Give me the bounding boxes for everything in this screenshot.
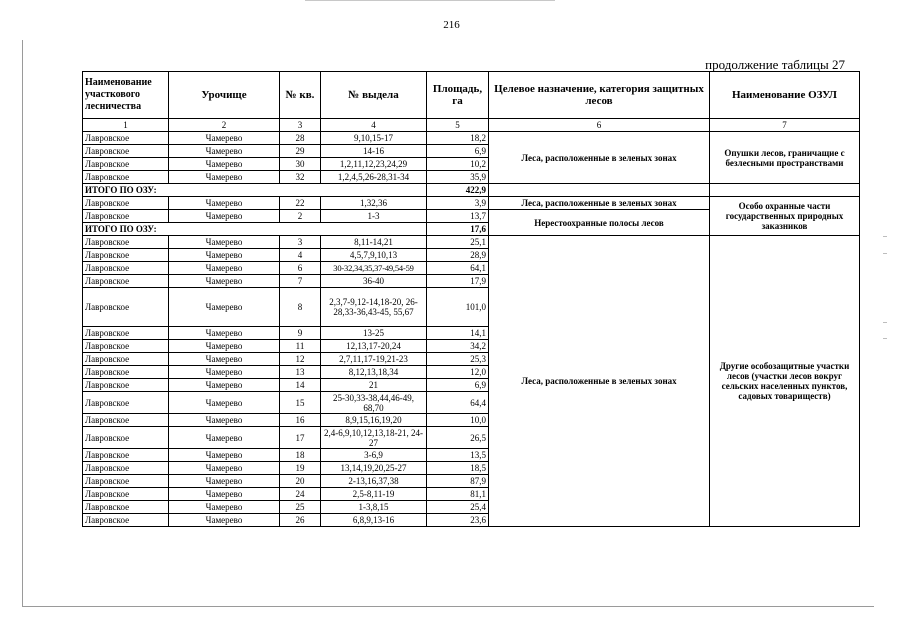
cell-area: 26,5 — [427, 427, 489, 449]
cell-tract: Чамерево — [169, 340, 280, 353]
margin-mark — [883, 236, 887, 237]
header-quarter: № кв. — [280, 72, 321, 119]
cell-allotment: 3-6,9 — [321, 449, 427, 462]
cell-area: 17,9 — [427, 275, 489, 288]
cell-purpose: Леса, расположенные в зеленых зонах — [489, 236, 710, 527]
cell-forestry: Лавровское — [83, 145, 169, 158]
cell-tract: Чамерево — [169, 171, 280, 184]
column-number: 4 — [321, 119, 427, 132]
cell-tract: Чамерево — [169, 327, 280, 340]
header-area: Площадь, га — [427, 72, 489, 119]
header-row — [83, 72, 860, 119]
cell-quarter: 8 — [280, 288, 321, 327]
cell-allotment: 2,7,11,17-19,21-23 — [321, 353, 427, 366]
cell-quarter: 25 — [280, 501, 321, 514]
cell-forestry: Лавровское — [83, 488, 169, 501]
cell-tract: Чамерево — [169, 132, 280, 145]
bottom-page-border — [22, 606, 874, 607]
cell-area: 35,9 — [427, 171, 489, 184]
cell-tract: Чамерево — [169, 427, 280, 449]
total-area: 17,6 — [427, 223, 489, 236]
cell-area: 25,1 — [427, 236, 489, 249]
cell-quarter: 9 — [280, 327, 321, 340]
cell-allotment: 13,14,19,20,25-27 — [321, 462, 427, 475]
header-tract: Урочище — [169, 72, 280, 119]
cell-forestry: Лавровское — [83, 414, 169, 427]
cell-forestry: Лавровское — [83, 353, 169, 366]
cell-tract: Чамерево — [169, 414, 280, 427]
cell-quarter: 18 — [280, 449, 321, 462]
cell-quarter: 20 — [280, 475, 321, 488]
cell-forestry: Лавровское — [83, 197, 169, 210]
cell-allotment: 2,5-8,11-19 — [321, 488, 427, 501]
cell-quarter: 7 — [280, 275, 321, 288]
cell-area: 13,5 — [427, 449, 489, 462]
cell-allotment: 36-40 — [321, 275, 427, 288]
cell-forestry: Лавровское — [83, 514, 169, 527]
cell-area: 12,0 — [427, 366, 489, 379]
cell-tract: Чамерево — [169, 449, 280, 462]
cell-allotment: 8,9,15,16,19,20 — [321, 414, 427, 427]
total-row — [83, 184, 860, 197]
cell-tract: Чамерево — [169, 275, 280, 288]
cell-allotment: 1-3 — [321, 210, 427, 223]
column-number: 7 — [710, 119, 860, 132]
cell-allotment: 8,11-14,21 — [321, 236, 427, 249]
cell-allotment: 6,8,9,13-16 — [321, 514, 427, 527]
cell-quarter: 11 — [280, 340, 321, 353]
cell-allotment: 1,32,36 — [321, 197, 427, 210]
cell-quarter: 32 — [280, 171, 321, 184]
cell-forestry: Лавровское — [83, 392, 169, 414]
cell-purpose: Леса, расположенные в зеленых зонах — [489, 132, 710, 184]
cell-forestry: Лавровское — [83, 288, 169, 327]
cell-forestry: Лавровское — [83, 366, 169, 379]
cell-quarter: 17 — [280, 427, 321, 449]
cell-area: 87,9 — [427, 475, 489, 488]
cell-forestry: Лавровское — [83, 501, 169, 514]
cell-allotment: 14-16 — [321, 145, 427, 158]
cell-forestry: Лавровское — [83, 236, 169, 249]
cell-area: 64,1 — [427, 262, 489, 275]
cell-tract: Чамерево — [169, 262, 280, 275]
cell-forestry: Лавровское — [83, 249, 169, 262]
forest-table — [82, 71, 860, 527]
cell-purpose: Леса, расположенные в зеленых зонах — [489, 197, 710, 210]
cell-quarter: 14 — [280, 379, 321, 392]
empty-cell — [710, 184, 860, 197]
cell-quarter: 15 — [280, 392, 321, 414]
cell-allotment: 2,3,7-9,12-14,18-20, 26-28,33-36,43-45, 55,67 — [321, 288, 427, 327]
cell-allotment: 25-30,33-38,44,46-49, 68,70 — [321, 392, 427, 414]
cell-forestry: Лавровское — [83, 262, 169, 275]
cell-tract: Чамерево — [169, 514, 280, 527]
cell-forestry: Лавровское — [83, 427, 169, 449]
table-row — [83, 236, 860, 249]
cell-quarter: 3 — [280, 236, 321, 249]
cell-tract: Чамерево — [169, 197, 280, 210]
cell-area: 6,9 — [427, 145, 489, 158]
cell-quarter: 16 — [280, 414, 321, 427]
margin-mark — [883, 338, 887, 339]
column-number-row — [83, 119, 860, 132]
cell-allotment: 21 — [321, 379, 427, 392]
cell-allotment: 2-13,16,37,38 — [321, 475, 427, 488]
total-label: ИТОГО ПО ОЗУ: — [83, 223, 427, 236]
cell-allotment: 4,5,7,9,10,13 — [321, 249, 427, 262]
total-area: 422,9 — [427, 184, 489, 197]
cell-tract: Чамерево — [169, 145, 280, 158]
cell-area: 64,4 — [427, 392, 489, 414]
table-row — [83, 132, 860, 145]
cell-forestry: Лавровское — [83, 210, 169, 223]
cell-tract: Чамерево — [169, 210, 280, 223]
cell-allotment: 9,10,15-17 — [321, 132, 427, 145]
cell-allotment: 1,2,4,5,26-28,31-34 — [321, 171, 427, 184]
page-number: 216 — [443, 19, 460, 31]
cell-quarter: 6 — [280, 262, 321, 275]
cell-allotment: 1-3,8,15 — [321, 501, 427, 514]
cell-tract: Чамерево — [169, 462, 280, 475]
cell-area: 101,0 — [427, 288, 489, 327]
cell-forestry: Лавровское — [83, 158, 169, 171]
cell-allotment: 1,2,11,12,23,24,29 — [321, 158, 427, 171]
cell-tract: Чамерево — [169, 236, 280, 249]
cell-quarter: 19 — [280, 462, 321, 475]
cell-ozul: Опушки лесов, граничащие с безлесными пространствами — [710, 132, 860, 184]
cell-area: 10,0 — [427, 414, 489, 427]
cell-allotment: 12,13,17-20,24 — [321, 340, 427, 353]
table-caption: продолжение таблицы 27 — [705, 57, 845, 72]
cell-area: 18,2 — [427, 132, 489, 145]
cell-area: 14,1 — [427, 327, 489, 340]
cell-area: 25,4 — [427, 501, 489, 514]
cell-tract: Чамерево — [169, 475, 280, 488]
cell-tract: Чамерево — [169, 158, 280, 171]
cell-tract: Чамерево — [169, 392, 280, 414]
cell-quarter: 26 — [280, 514, 321, 527]
cell-allotment: 2,4-6,9,10,12,13,18-21, 24-27 — [321, 427, 427, 449]
cell-forestry: Лавровское — [83, 275, 169, 288]
header-forestry: Наименование участкового лесничества — [83, 72, 169, 119]
column-number: 6 — [489, 119, 710, 132]
cell-quarter: 22 — [280, 197, 321, 210]
cell-quarter: 30 — [280, 158, 321, 171]
header-ozul: Наименование ОЗУЛ — [710, 72, 860, 119]
cell-quarter: 24 — [280, 488, 321, 501]
column-number: 3 — [280, 119, 321, 132]
cell-area: 13,7 — [427, 210, 489, 223]
cell-forestry: Лавровское — [83, 449, 169, 462]
cell-tract: Чамерево — [169, 379, 280, 392]
cell-tract: Чамерево — [169, 353, 280, 366]
cell-area: 3,9 — [427, 197, 489, 210]
cell-forestry: Лавровское — [83, 132, 169, 145]
cell-forestry: Лавровское — [83, 462, 169, 475]
left-page-border — [22, 40, 23, 606]
cell-ozul: Другие особозащитные участки лесов (участки лесов вокруг сельских населенных пунктов, садовых товариществ) — [710, 236, 860, 527]
cell-area: 25,3 — [427, 353, 489, 366]
cell-area: 34,2 — [427, 340, 489, 353]
cell-area: 23,6 — [427, 514, 489, 527]
cell-tract: Чамерево — [169, 501, 280, 514]
margin-mark — [883, 253, 887, 254]
cell-area: 81,1 — [427, 488, 489, 501]
cell-allotment: 8,12,13,18,34 — [321, 366, 427, 379]
cell-tract: Чамерево — [169, 288, 280, 327]
cell-quarter: 12 — [280, 353, 321, 366]
table-row — [83, 197, 860, 210]
cell-tract: Чамерево — [169, 366, 280, 379]
cell-forestry: Лавровское — [83, 379, 169, 392]
cell-area: 10,2 — [427, 158, 489, 171]
cell-tract: Чамерево — [169, 249, 280, 262]
column-number: 1 — [83, 119, 169, 132]
cell-area: 28,9 — [427, 249, 489, 262]
header-purpose: Целевое назначение, категория защитных лесов — [489, 72, 710, 119]
cell-forestry: Лавровское — [83, 340, 169, 353]
cell-purpose: Нерестоохранные полосы лесов — [489, 210, 710, 236]
cell-allotment: 13-25 — [321, 327, 427, 340]
cell-area: 18,5 — [427, 462, 489, 475]
cell-quarter: 2 — [280, 210, 321, 223]
cell-area: 6,9 — [427, 379, 489, 392]
column-number: 5 — [427, 119, 489, 132]
top-scan-rule — [305, 0, 555, 1]
header-allotment: № выдела — [321, 72, 427, 119]
cell-quarter: 28 — [280, 132, 321, 145]
cell-quarter: 29 — [280, 145, 321, 158]
empty-cell — [489, 184, 710, 197]
cell-forestry: Лавровское — [83, 475, 169, 488]
cell-forestry: Лавровское — [83, 327, 169, 340]
total-label: ИТОГО ПО ОЗУ: — [83, 184, 427, 197]
column-number: 2 — [169, 119, 280, 132]
cell-ozul: Особо охранные части государственных природных заказников — [710, 197, 860, 236]
cell-forestry: Лавровское — [83, 171, 169, 184]
margin-mark — [883, 322, 887, 323]
cell-quarter: 4 — [280, 249, 321, 262]
cell-tract: Чамерево — [169, 488, 280, 501]
cell-quarter: 13 — [280, 366, 321, 379]
cell-allotment: 30-32,34,35,37-49,54-59 — [321, 262, 427, 275]
